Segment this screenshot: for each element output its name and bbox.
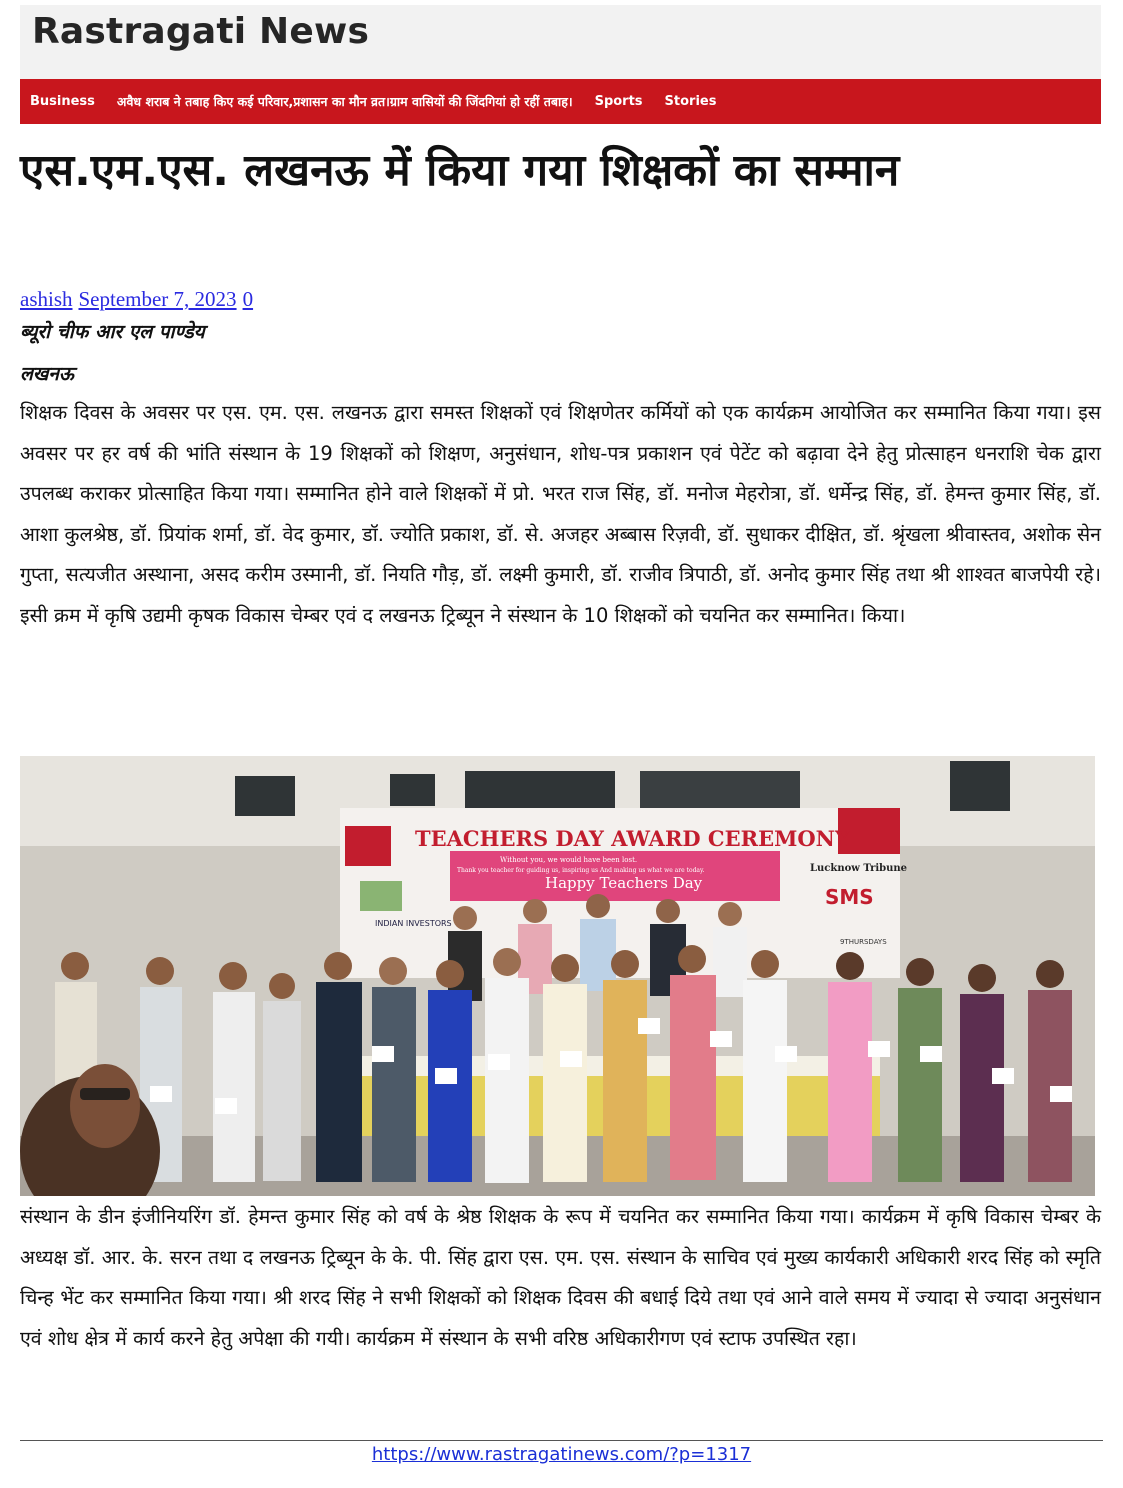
nav-item-sports[interactable]: Sports — [594, 94, 643, 109]
nav-item-business[interactable]: Business — [30, 94, 95, 109]
site-title[interactable]: Rastragati News — [32, 11, 370, 52]
nav-item-stories[interactable]: Stories — [664, 94, 717, 109]
date-link[interactable]: September 7, 2023 — [78, 287, 237, 311]
masthead — [20, 5, 1101, 79]
source-url-link[interactable]: https://www.rastragatinews.com/?p=1317 — [371, 1444, 752, 1465]
banner-sponsor-1: INDIAN INVESTORS — [375, 919, 452, 928]
article-headline: एस.एम.एस. लखनऊ में किया गया शिक्षकों का सम्मान — [20, 145, 900, 196]
banner-line-1: Without you, we would have been lost. — [500, 856, 638, 864]
banner-title: TEACHERS DAY AWARD CEREMONY — [415, 826, 850, 851]
banner-sponsor-2: Lucknow Tribune — [810, 863, 908, 874]
nav-item-breaking-story[interactable]: अवैध शराब ने तबाह किए कई परिवार,प्रशासन का मौन व्रत।ग्राम वासियों की जिंदगियां हो रहीं तबाह। — [116, 94, 573, 109]
nav-bar — [20, 79, 1101, 124]
banner-sponsor-4: 9THURSDAYS — [840, 938, 887, 946]
comments-link[interactable]: 0 — [242, 287, 254, 311]
footer-divider — [20, 1440, 1103, 1441]
article-dateline: लखनऊ — [20, 363, 74, 385]
author-link[interactable]: ashish — [20, 287, 73, 311]
article-paragraph-1: शिक्षक दिवस के अवसर पर एस. एम. एस. लखनऊ द्वारा समस्त शिक्षकों एवं शिक्षणेतर कर्मियों को एक कार्यक्रम आयोजित कर सम्मानित किया गया। इस अवसर पर हर वर्ष की भांति संस्थान के 19 शिक्षकों को शिक्षण, अनुसंधान, शोध-पत्र प्रकाशन एवं पेटेंट को बढ़ावा देने हेतु प्रोत्साहन धनराशि चेक द्वारा उपलब्ध कराकर प्रोत्साहित किया गया। सम्मानित होने वाले शिक्षकों में प्रो. भरत राज सिंह, डॉ. मनोज मेहरोत्रा, डॉ. धर्मेन्द्र सिंह, डॉ. हेमन्त कुमार सिंह, डॉ. आशा कुलश्रेष्ठ, डॉ. प्रियांक शर्मा, डॉ. वेद कुमार, डॉ. ज्योति प्रकाश, डॉ. से. अजहर अब्बास रिज़वी, डॉ. सुधाकर दीक्षित, डॉ. श्रृंखला श्रीवास्तव, अशोक सेन गुप्ता, सत्यजीत अस्थाना, असद करीम उस्मानी, डॉ. नियति गौड़, डॉ. लक्ष्मी कुमारी, डॉ. राजीव त्रिपाठी, डॉ. अनोद कुमार सिंह तथा श्री शाश्वत बाजपेयी रहे।इसी क्रम में कृषि उद्यमी कृषक विकास चेम्बर एवं द लखनऊ ट्रिब्यून ने संस्थान के 10 शिक्षकों को चयनित कर सम्मानित। किया। — [20, 401, 1101, 627]
banner-line-2: Thank you teacher for guiding us, inspiring us And making us what we are today. — [457, 867, 705, 874]
event-photo — [20, 756, 1095, 1196]
banner-sponsor-3: SMS — [825, 885, 874, 909]
banner-happy: Happy Teachers Day — [545, 874, 703, 892]
article-byline: ब्यूरो चीफ आर एल पाण्डेय — [20, 321, 205, 343]
article-meta — [20, 287, 259, 312]
article-paragraph-2: संस्थान के डीन इंजीनियरिंग डॉ. हेमन्त कुमार सिंह को वर्ष के श्रेष्ठ शिक्षक के रूप में चयनित कर सम्मानित किया गया। कार्यक्रम में कृषि विकास चेम्बर के अध्यक्ष डॉ. आर. के. सरन तथा द लखनऊ ट्रिब्यून के के. पी. सिंह द्वारा एस. एम. एस. संस्थान के साचिव एवं मुख्य कार्यकारी अधिकारी शरद सिंह को स्मृति चिन्ह भेंट कर सम्मानित किया गया। श्री शरद सिंह ने सभी शिक्षकों को शिक्षक दिवस की बधाई दिये तथा एवं आने वाले समय में ज्यादा से ज्यादा अनुसंधान एवं शोध क्षेत्र में कार्य करने हेतु अपेक्षा की गयी। कार्यक्रम में संस्थान के सभी वरिष्ठ अधिकारीगण एवं स्टाफ उपस्थित रहा। — [20, 1205, 1101, 1350]
